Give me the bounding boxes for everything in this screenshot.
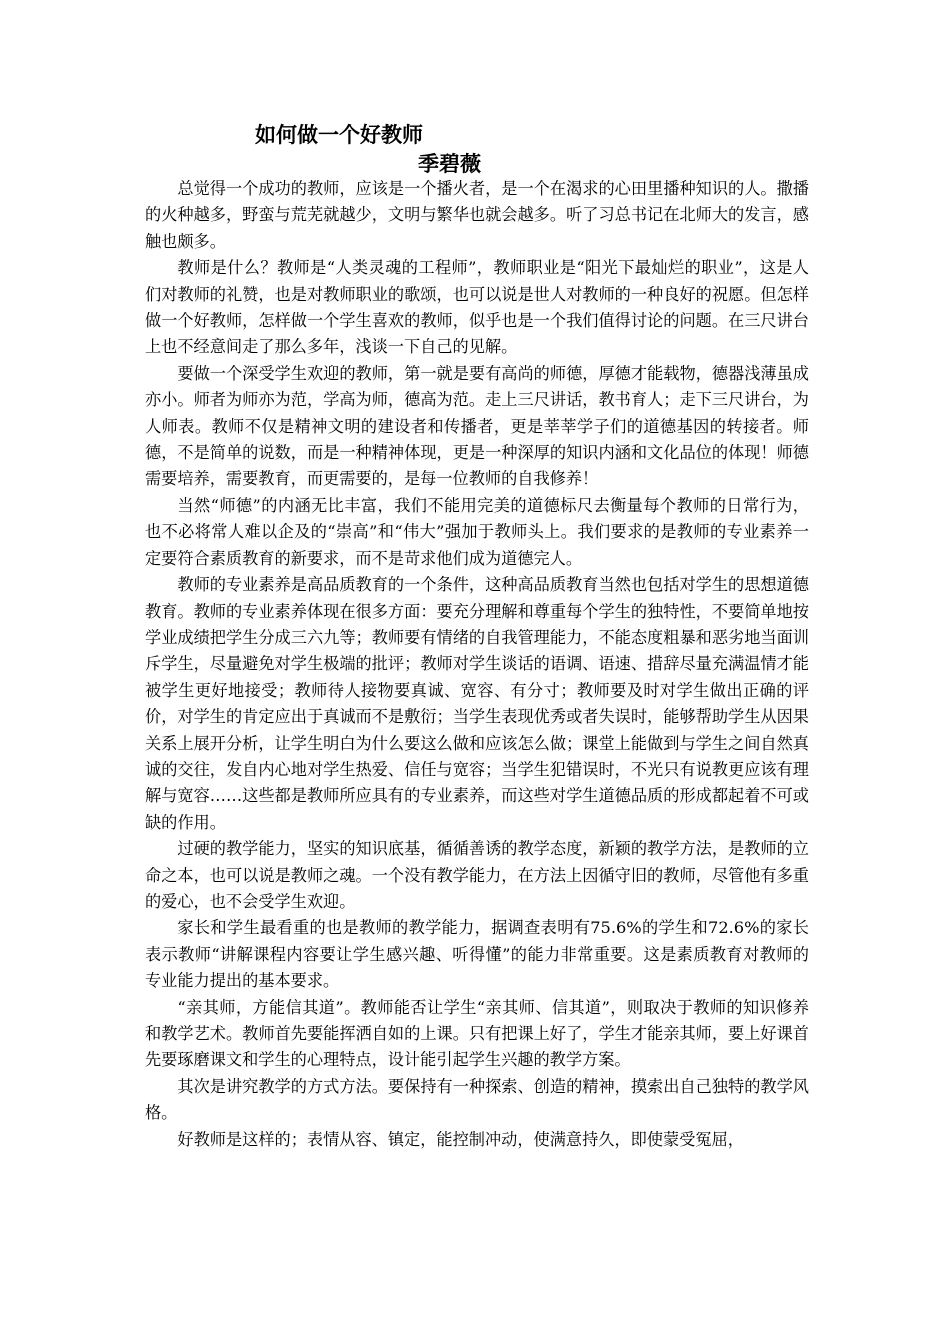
paragraph: 家长和学生最看重的也是教师的教学能力，据调查表明有75.6%的学生和72.6%的家长表示教师“讲解课程内容要让学生感兴趣、听得懂”的能力非常重要。这是素质教育对教师的专业能力提出的基本要求。 <box>145 918 809 991</box>
paragraph: 要做一个深受学生欢迎的教师，第一就是要有高尚的师德，厚德才能载物，德器浅薄虽成亦小。师者为师亦为范，学高为师，德高为范。走上三尺讲话，教书育人；走下三尺讲台，为人师表。教师不仅是精神文明的建设者和传播者，更是莘莘学子们的道德基因的转接者。师德，不是简单的说数，而是一种精神体现，更是一种深厚的知识内涵和文化品位的体现！师德需要培养，需要教育，而更需要的，是每一位教师的自我修养！ <box>145 363 809 489</box>
paragraph: 其次是讲究教学的方式方法。要保持有一种探索、创造的精神，摸索出自己独特的教学风格。 <box>145 1076 809 1123</box>
paragraph: 教师是什么？教师是“人类灵魂的工程师”，教师职业是“阳光下最灿烂的职业”，这是人们对教师的礼赞，也是对教师职业的歌颂，也可以说是世人对教师的一种良好的祝愿。但怎样做一个好教师，怎样做一个学生喜欢的教师，似乎也是一个我们值得讨论的问题。在三尺讲台上也不经意间走了那么多年，浅谈一下自己的见解。 <box>145 258 809 357</box>
document-title: 如何做一个好教师 <box>255 123 423 147</box>
paragraph: 过硬的教学能力，坚实的知识底基，循循善诱的教学态度，新颖的教学方法，是教师的立命之本，也可以说是教师之魂。一个没有教学能力，在方法上因循守旧的教师，尽管他有多重的爱心，也不会受学生欢迎。 <box>145 839 809 911</box>
paragraph: “亲其师，方能信其道”。教师能否让学生“亲其师、信其道”，则取决于教师的知识修养和教学艺术。教师首先要能挥洒自如的上课。只有把课上好了，学生才能亲其师，要上好课首先要琢磨课文和学生的心理特点，设计能引起学生兴趣的教学方案。 <box>145 997 809 1070</box>
paragraph: 当然“师德”的内涵无比丰富，我们不能用完美的道德标尺去衡量每个教师的日常行为，也不必将常人难以企及的“崇高”和“伟大”强加于教师头上。我们要求的是教师的专业素养一定要符合素质教育的新要求，而不是苛求他们成为道德完人。 <box>145 495 809 568</box>
document-body <box>145 176 809 1153</box>
document-author: 季碧薇 <box>418 152 481 176</box>
paragraph: 总觉得一个成功的教师，应该是一个播火者，是一个在渴求的心田里播种知识的人。撒播的火种越多，野蛮与荒芜就越少，文明与繁华也就会越多。听了习总书记在北师大的发言，感触也颇多。 <box>145 179 809 251</box>
paragraph: 教师的专业素养是高品质教育的一个条件，这种高品质教育当然也包括对学生的思想道德教育。教师的专业素养体现在很多方面：要充分理解和尊重每个学生的独特性，不要简单地按学业成绩把学生分成三六九等；教师要有情绪的自我管理能力，不能态度粗暴和恶劣地当面训斥学生，尽量避免对学生极端的批评；教师对学生谈话的语调、语速、措辞尽量充满温情才能被学生更好地接受；教师待人接物要真诚、宽容、有分寸；教师要及时对学生做出正确的评价，对学生的肯定应出于真诚而不是敷衍；当学生表现优秀或者失误时，能够帮助学生从因果关系上展开分析，让学生明白为什么要这么做和应该怎么做；课堂上能做到与学生之间自然真诚的交往，发自内心地对学生热爱、信任与宽容；当学生犯错误时，不光只有说教更应该有理解与宽容……这些都是教师所应具有的专业素养，而这些对学生道德品质的形成都起着不可或缺的作用。 <box>145 575 809 832</box>
paragraph: 好教师是这样的；表情从容、镇定，能控制冲动，使满意持久，即使蒙受冤屈， <box>177 1129 744 1149</box>
